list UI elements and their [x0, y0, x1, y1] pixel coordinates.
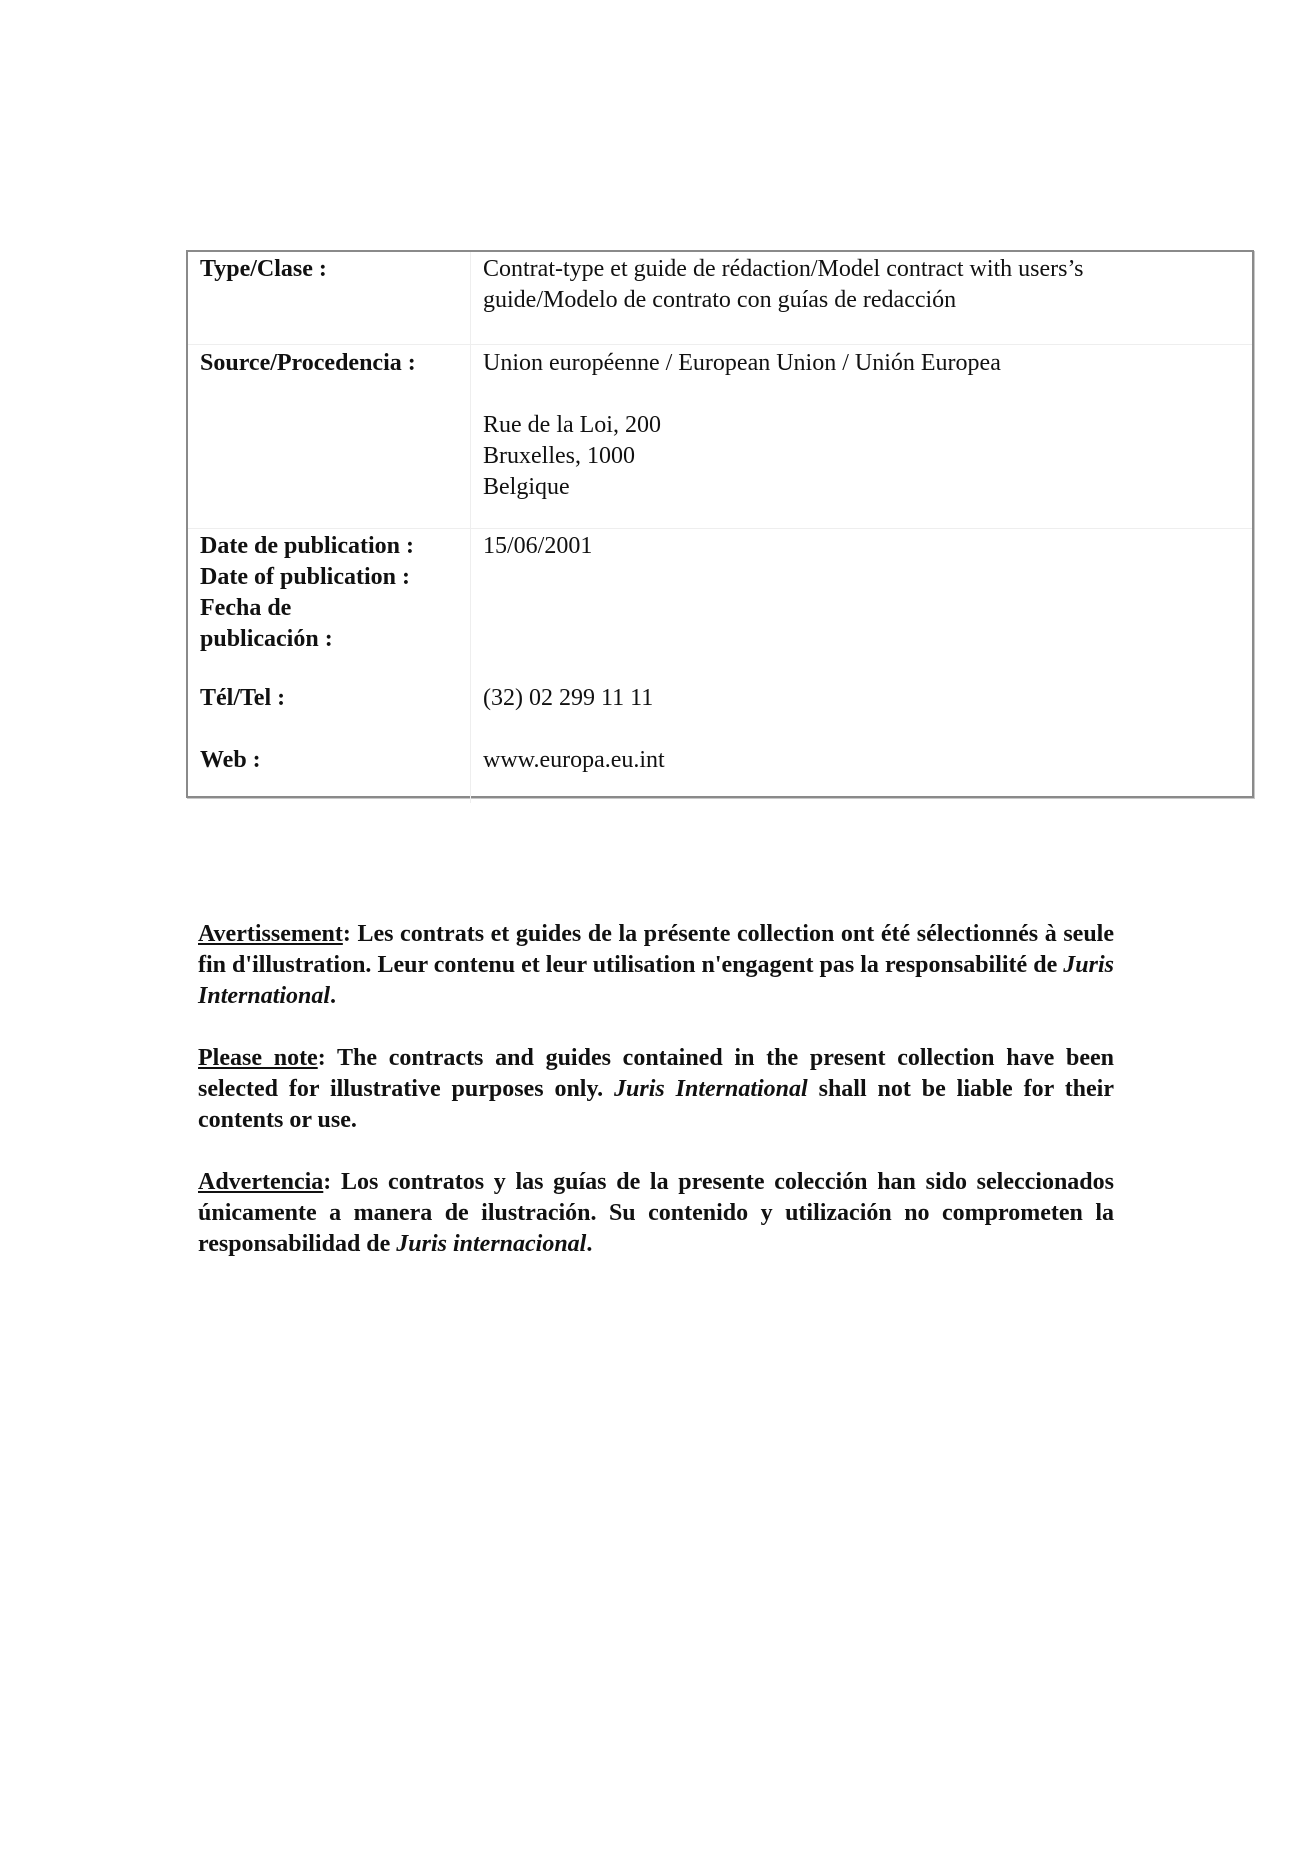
- tel-label: Tél/Tel :: [188, 681, 471, 743]
- type-value-line: Contrat-type et guide de rédaction/Model contract with users’s: [483, 256, 1084, 282]
- notice-text-end: .: [586, 1231, 593, 1257]
- source-spacer: [483, 379, 1252, 410]
- tel-value: (32) 02 299 11 11: [483, 685, 654, 711]
- type-label: Type/Clase :: [188, 252, 471, 345]
- metadata-row-type: [188, 252, 1252, 345]
- source-address-line: Belgique: [483, 474, 570, 500]
- disclaimer-notices: [198, 919, 1114, 1291]
- notice-english: [198, 1043, 1114, 1136]
- notice-text: : The contracts and guides contained in the present collection have been selected for illustrative purposes only.: [198, 1045, 1114, 1102]
- web-value: www.europa.eu.int: [483, 747, 665, 773]
- date-label: [188, 529, 471, 682]
- source-value: [471, 345, 1253, 529]
- notice-heading: Advertencia: [198, 1169, 324, 1195]
- notice-text: : Los contratos y las guías de la presente colección han sido seleccionados únicamente a manera de ilustración. Su contenido y utilización no comprometen la responsabilidad de: [198, 1169, 1114, 1257]
- type-value: [471, 252, 1253, 345]
- metadata-row-web: [188, 743, 1252, 803]
- notice-text: : Les contrats et guides de la présente collection ont été sélectionnés à seule fin d'illustration. Leur contenu et leur utilisation n'engagent pas la responsabilité de: [198, 921, 1114, 978]
- notice-text-end: .: [330, 983, 337, 1009]
- notice-italic-name: Juris International: [198, 952, 1114, 1009]
- source-organization: Union européenne / European Union / Unión Europea: [483, 350, 1001, 376]
- notice-heading: Please note: [198, 1045, 318, 1071]
- web-label: Web :: [188, 743, 471, 803]
- date-label-line: Date of publication :: [200, 564, 410, 590]
- metadata-row-date: [188, 529, 1252, 682]
- metadata-row-tel: [188, 681, 1252, 743]
- notice-spanish: [198, 1167, 1114, 1260]
- metadata-table: [188, 252, 1252, 803]
- notice-french: [198, 919, 1114, 1012]
- source-label: Source/Procedencia :: [188, 345, 471, 529]
- date-label-line: Date de publication :: [200, 533, 415, 559]
- notice-text-end: shall not be liable for their contents or use.: [198, 1076, 1115, 1133]
- notice-heading: Avertissement: [198, 921, 343, 947]
- notice-italic-name: Juris International: [614, 1076, 808, 1102]
- date-value: 15/06/2001: [483, 533, 593, 559]
- date-label-line: Fecha de: [200, 595, 292, 621]
- date-label-line: publicación :: [200, 626, 333, 652]
- metadata-row-source: [188, 345, 1252, 529]
- notice-italic-name: Juris internacional: [396, 1231, 587, 1257]
- source-address-line: Rue de la Loi, 200: [483, 412, 661, 438]
- metadata-box: [186, 250, 1254, 798]
- source-address-line: Bruxelles, 1000: [483, 443, 635, 469]
- type-value-line: guide/Modelo de contrato con guías de redacción: [483, 287, 957, 313]
